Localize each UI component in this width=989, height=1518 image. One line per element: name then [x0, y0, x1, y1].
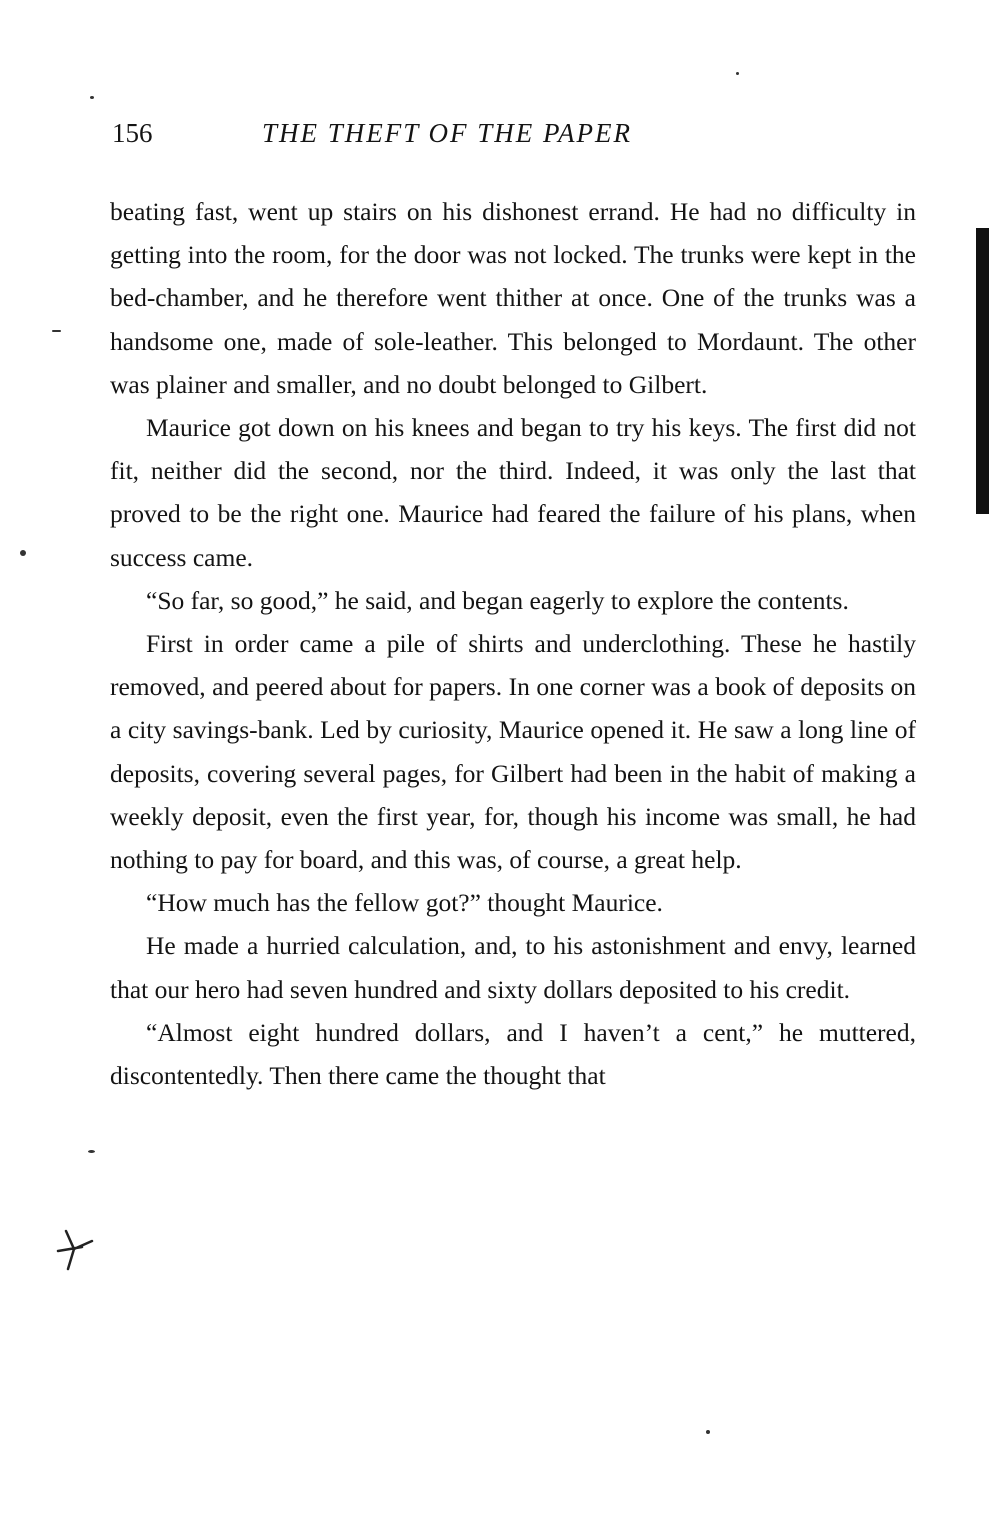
paragraph: Maurice got down on his knees and began to try his keys. The first did not fit, neither did the second, nor the third. Indeed, it was only the last that proved to be the right one. Maurice had feared the failure of his plans, when success came.: [110, 413, 916, 572]
paragraph: First in order came a pile of shirts and underclothing. These he hastily removed, and peered about for papers. In one corner was a book of deposits on a city savings-bank. Led by curiosity, Maurice opened it. He saw a long line of deposits, covering several pages, for Gilbert had been in the habit of making a weekly deposit, even the first year, for, though his income was small, he had nothing to pay for board, and this was, of course, a great help.: [110, 629, 916, 875]
scan-speck: [90, 96, 94, 99]
paragraph: He made a hurried calculation, and, to his astonishment and envy, learned that our hero had seven hundred and sixty dollars deposited to his credit.: [110, 931, 916, 1004]
running-title: THE THEFT OF THE PAPER: [262, 118, 633, 148]
scan-speck: [20, 550, 26, 556]
scan-speck: [52, 330, 61, 332]
scan-speck: [706, 1430, 710, 1434]
scan-speck: [88, 1150, 95, 1153]
paragraph: “How much has the fellow got?” thought Maurice.: [146, 888, 663, 918]
page-number: 156: [112, 118, 153, 148]
scan-edge-shadow: [976, 228, 989, 514]
paragraph: “So far, so good,” he said, and began eagerly to explore the contents.: [146, 585, 849, 615]
page-header: [112, 118, 912, 158]
paragraph: “Almost eight hundred dollars, and I haven’t a cent,” he muttered, discontentedly. Then there came the thought that: [110, 1017, 916, 1091]
body-text: [110, 190, 916, 1097]
margin-asterisk-mark: [52, 1225, 102, 1275]
scan-speck: [736, 72, 739, 75]
paragraph: beating fast, went up stairs on his dishonest errand. He had no difficulty in getting into the room, for the door was not locked. The trunks were kept in the bed-chamber, and he therefore went thither at once. One of the trunks was a handsome one, made of sole-leather. This belonged to Mordaunt. The other was plainer and smaller, and no doubt belonged to Gilbert.: [110, 197, 916, 399]
